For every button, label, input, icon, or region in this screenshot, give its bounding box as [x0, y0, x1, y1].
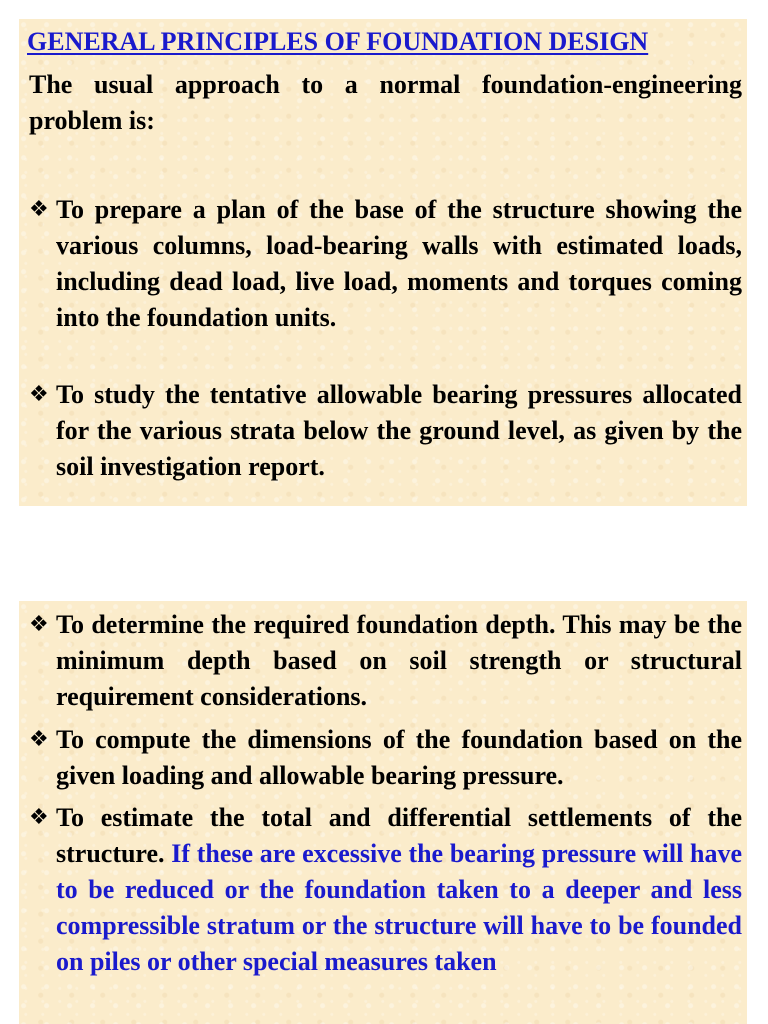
highlighted-text: If these are excessive the bearing pressure will have to be reduced or the foundation taken to a deeper and less compressible stratum or the structure will have to be founded on piles or other special measures taken: [56, 839, 743, 976]
diamond-bullet-icon: ❖: [29, 727, 49, 752]
diamond-bullet-icon: ❖: [29, 612, 49, 637]
intro-paragraph: The usual approach to a normal foundation-engineering problem is:: [29, 70, 742, 135]
bullet-text: To determine the required foundation depth. This may be the minimum depth based on soil strength or structural requirement considerations.: [56, 610, 742, 711]
bullet-text: To study the tentative allowable bearing pressures allocated for the various strata below the ground level, as given by the soil investigation report.: [56, 380, 742, 481]
diamond-bullet-icon: ❖: [29, 805, 49, 830]
bullet-text: To estimate the total and differential settlements of the structure.: [56, 803, 742, 868]
diamond-bullet-icon: ❖: [29, 197, 49, 222]
slide-panel-2: [19, 601, 747, 1024]
bullet-item: [29, 377, 742, 485]
slide-panel-1: [19, 19, 747, 506]
bullet-item: [29, 722, 742, 794]
bullet-item: [29, 800, 742, 980]
bullet-text: To prepare a plan of the base of the structure showing the various columns, load-bearing walls with estimated loads, including dead load, live load, moments and torques coming into the foundation units.: [56, 195, 742, 332]
diamond-bullet-icon: ❖: [29, 382, 49, 407]
page-title: GENERAL PRINCIPLES OF FOUNDATION DESIGN: [27, 27, 649, 56]
bullet-item: [29, 607, 742, 715]
bullet-text: To compute the dimensions of the foundation based on the given loading and allowable bearing pressure.: [56, 725, 742, 790]
bullet-item: [29, 192, 742, 336]
